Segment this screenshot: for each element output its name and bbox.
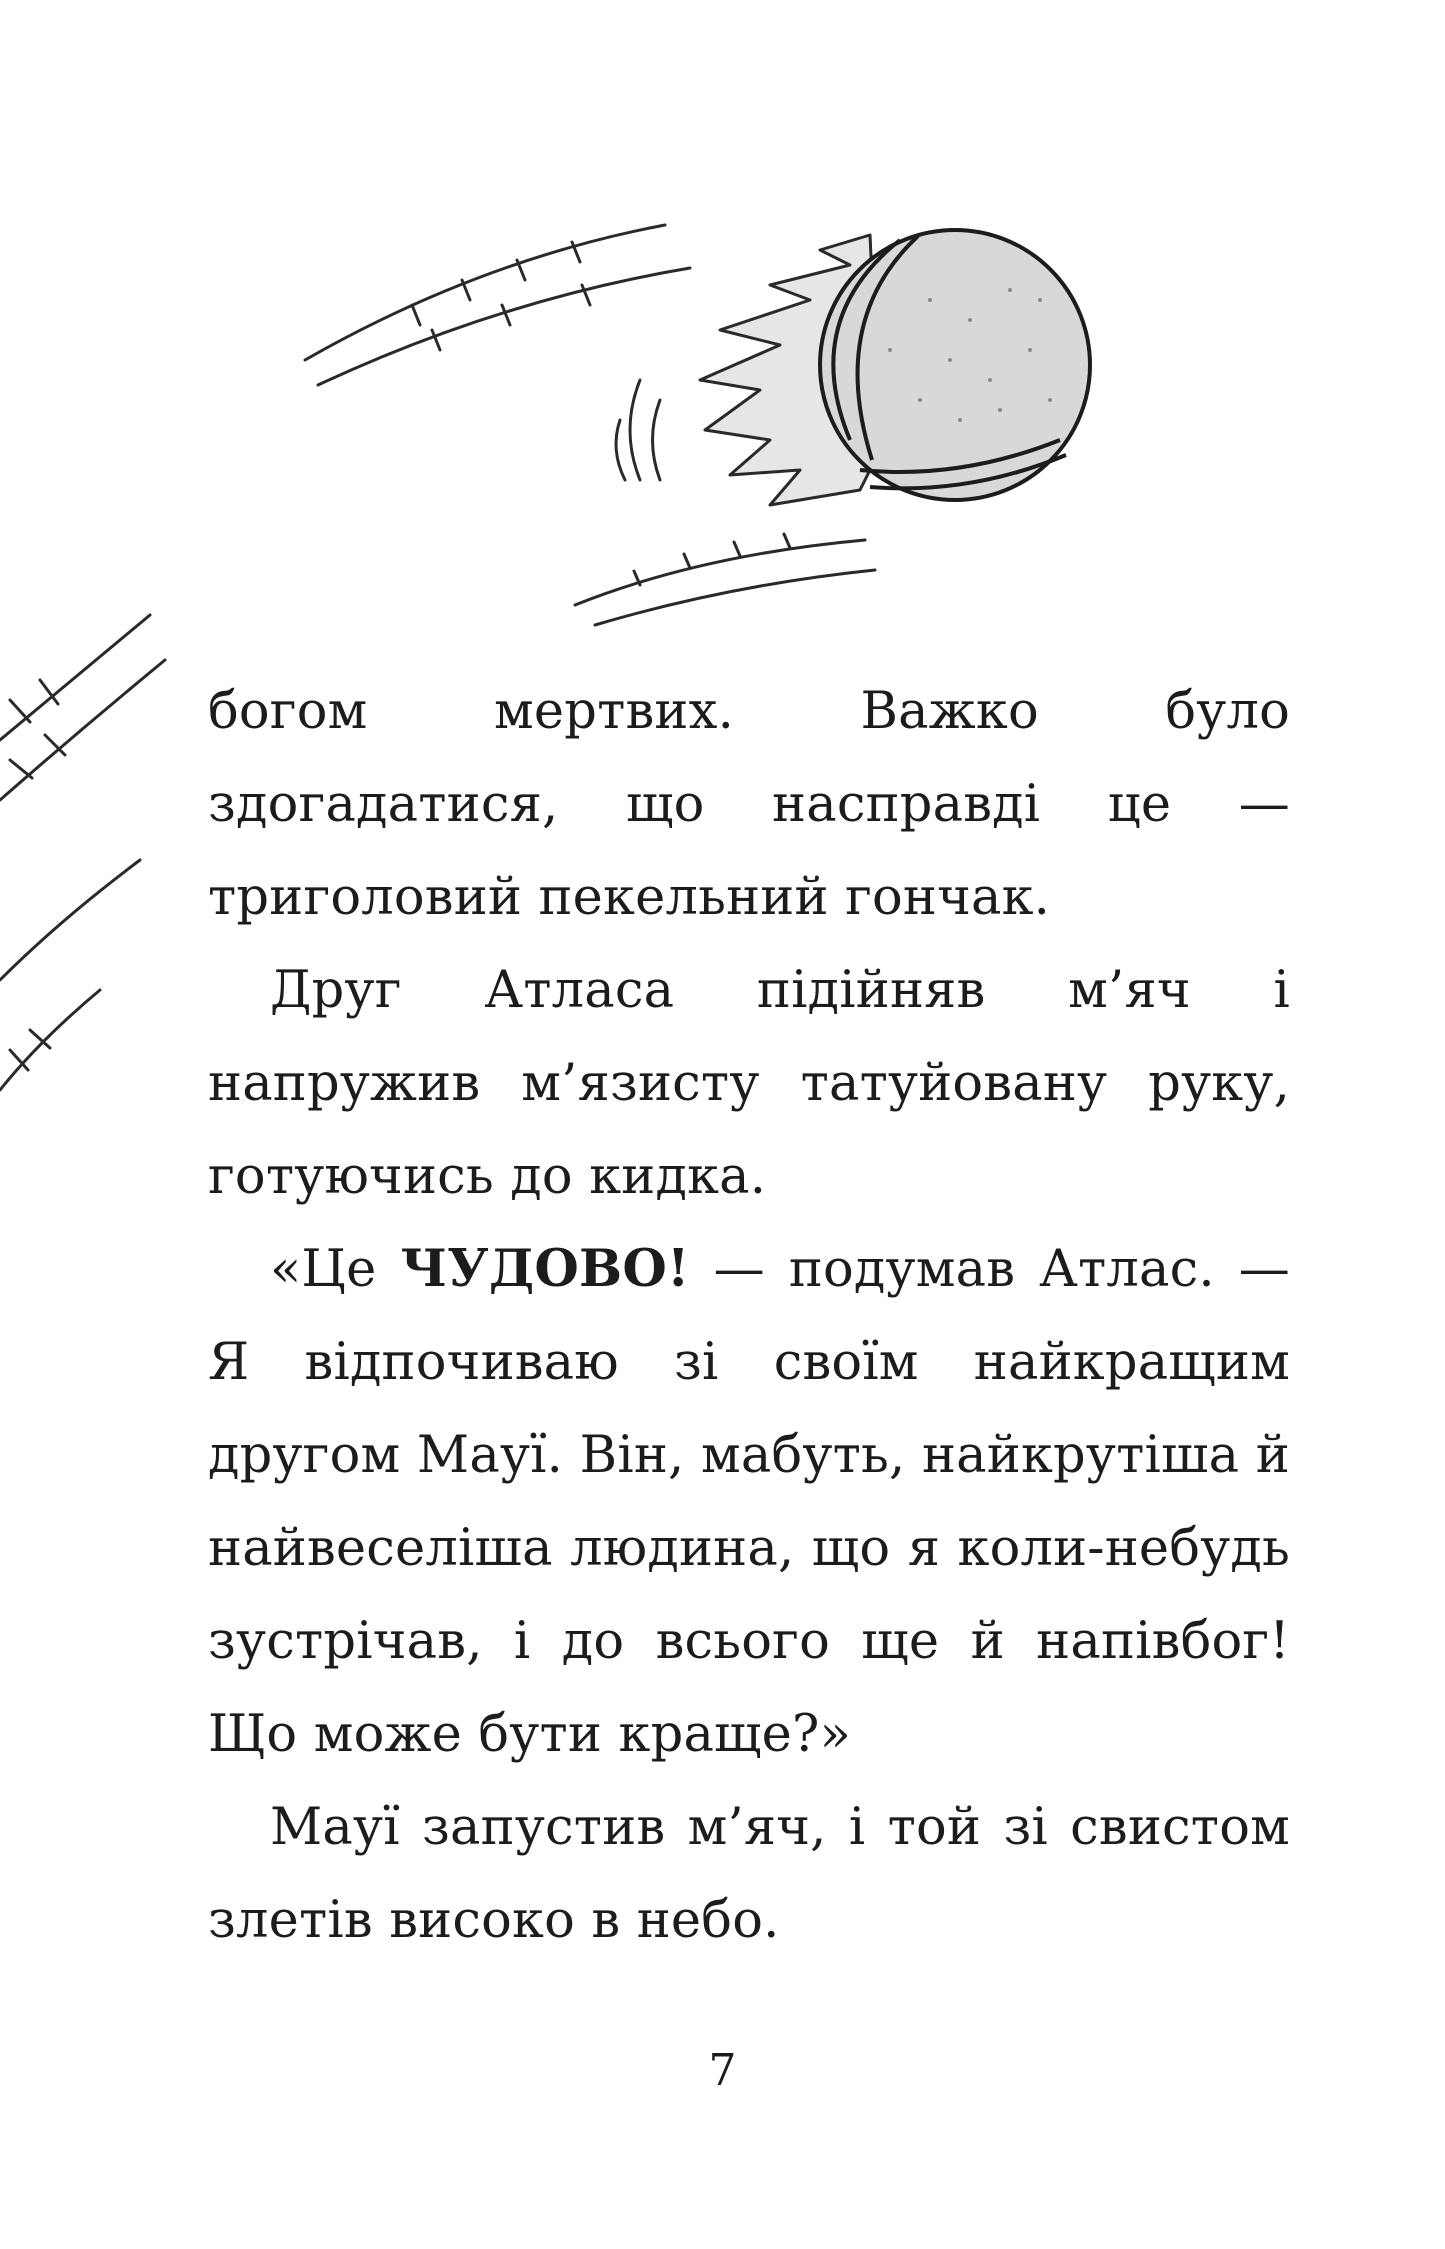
- page-number: 7: [708, 2045, 737, 2096]
- paragraph-text: богом мертвих. Важко було здогадатися, що насправді це — триголовий пекельний гончак.: [208, 682, 1290, 927]
- motion-arcs: [616, 380, 660, 480]
- flame-tail: [700, 235, 880, 505]
- paragraph: [208, 944, 1290, 1223]
- emphasis-text: ЧУДОВО!: [400, 1239, 690, 1299]
- paragraph-text: — подумав Атлас. — Я відпочиваю зі своїм найкращим другом Мауї. Він, мабуть, найкрутіша й найвеселіша людина, що я коли-небудь зустрічав, і до всього ще й напівбог! Що може бути краще?»: [208, 1240, 1290, 1764]
- paragraph: [208, 665, 1290, 944]
- tennis-ball-icon: [820, 230, 1090, 500]
- paragraph-text: Мауї запустив м’яч, і той зі свистом злетів високо в небо.: [208, 1798, 1290, 1950]
- motion-lines-upper: [305, 225, 690, 385]
- paragraph-text: «Це: [270, 1240, 401, 1299]
- motion-lines-lower: [575, 534, 875, 625]
- body-text: [208, 665, 1290, 1967]
- paragraph-text: Друг Атласа підійняв м’яч і напружив м’язисту татуйовану руку, готуючись до кидка.: [208, 961, 1290, 1206]
- left-edge-sketch: [0, 615, 165, 1300]
- paragraph: [208, 1223, 1290, 1781]
- paragraph: [208, 1781, 1290, 1967]
